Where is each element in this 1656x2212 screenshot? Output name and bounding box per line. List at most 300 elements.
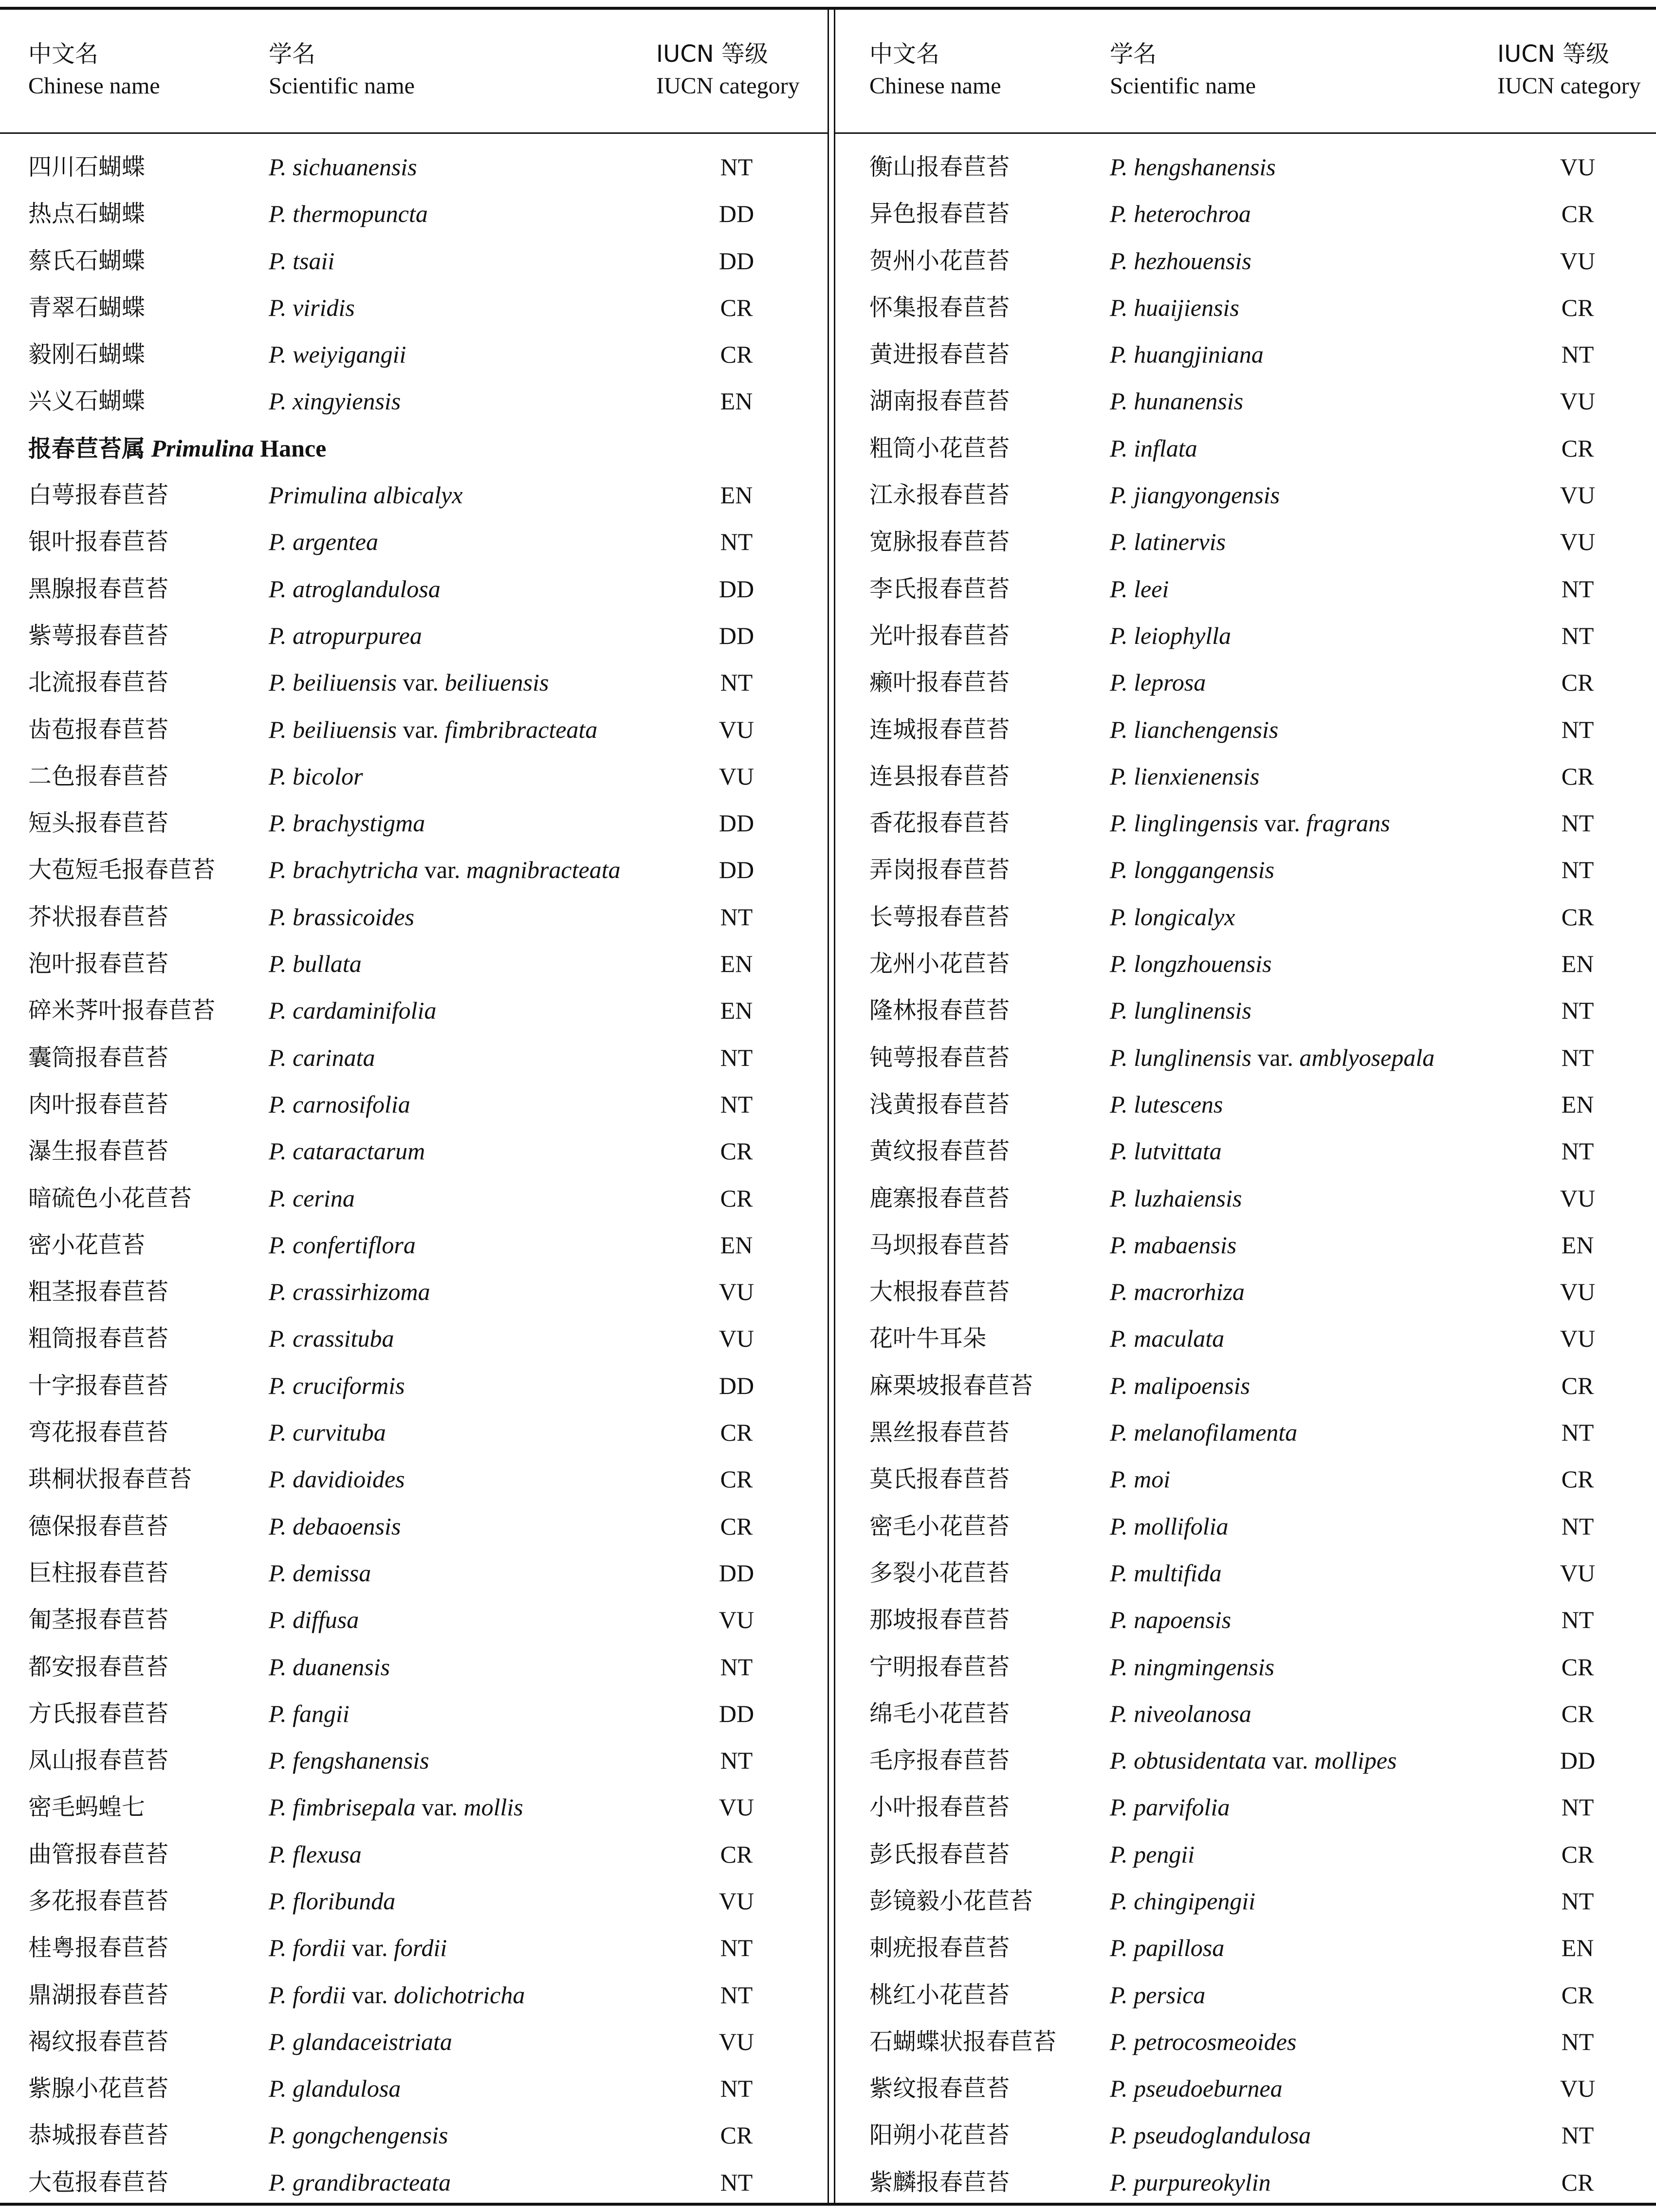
infraspecific-name: magnibracteata	[466, 856, 621, 884]
scientific-name-cell	[1110, 987, 1251, 1034]
chinese-name-cell: 十字报春苣苔	[28, 1371, 169, 1399]
infraspecific-name: mollis	[463, 1793, 523, 1821]
header-scientific-name	[1110, 38, 1256, 102]
scientific-name-cell	[269, 1972, 525, 2018]
table-row	[841, 1409, 1656, 1456]
scientific-name-cell	[269, 1878, 395, 1924]
table-row	[841, 2018, 1656, 2065]
chinese-name-cell: 那坡报春苣苔	[869, 1606, 1010, 1634]
header-label: IUCN category	[1497, 73, 1641, 99]
iucn-category-cell: CR	[1561, 762, 1594, 790]
scientific-name-cell	[1110, 1222, 1236, 1268]
species-name: P. purpureokylin	[1110, 2168, 1271, 2196]
header-scientific-name	[269, 38, 415, 102]
species-name: P. jiangyongensis	[1110, 481, 1280, 509]
iucn-category-cell: EN	[1561, 1231, 1594, 1259]
iucn-category-cell: NT	[720, 2168, 753, 2196]
column-divider	[828, 8, 829, 2204]
species-name: P. tsaii	[269, 247, 335, 274]
scientific-name-cell	[1110, 331, 1264, 378]
scientific-name-cell	[1110, 1456, 1170, 1502]
chinese-name-cell: 麻栗坡报春苣苔	[869, 1371, 1033, 1399]
chinese-name-cell: 贺州小花苣苔	[869, 247, 1010, 274]
chinese-name-cell: 恭城报春苣苔	[28, 2121, 169, 2149]
scientific-name-cell	[269, 2159, 451, 2206]
chinese-name-cell: 异色报春苣苔	[869, 200, 1010, 228]
iucn-category-cell: NT	[1561, 341, 1594, 368]
iucn-category-cell: NT	[1561, 715, 1594, 743]
chinese-name-cell: 香花报春苣苔	[869, 809, 1010, 837]
genus-heading-row	[0, 425, 828, 472]
table-row	[0, 1737, 828, 1784]
table-row	[0, 1034, 828, 1081]
table-row	[0, 2018, 828, 2065]
infraspecific-name: mollipes	[1314, 1747, 1397, 1774]
iucn-category-cell: DD	[718, 809, 754, 837]
table-row	[841, 1784, 1656, 1830]
table-row	[841, 1268, 1656, 1315]
iucn-category-cell: NT	[1561, 1043, 1594, 1071]
chinese-name-cell: 四川石蝴蝶	[28, 153, 146, 181]
chinese-name-cell: 弄岗报春苣苔	[869, 856, 1010, 884]
scientific-name-cell	[1110, 940, 1271, 987]
iucn-category-cell: EN	[720, 481, 753, 509]
chinese-name-cell: 李氏报春苣苔	[869, 575, 1010, 603]
chinese-name-cell: 绵毛小花苣苔	[869, 1700, 1010, 1727]
iucn-category-cell: NT	[1561, 622, 1594, 649]
chinese-name-cell: 石蝴蝶状报春苣苔	[869, 2028, 1057, 2055]
right-table-body	[841, 144, 1656, 2206]
scientific-name-cell	[269, 846, 621, 893]
table-row	[841, 1222, 1656, 1268]
table-row	[0, 1784, 828, 1830]
scientific-name-cell	[1110, 1924, 1224, 1971]
chinese-name-cell: 齿苞报春苣苔	[28, 715, 169, 743]
chinese-name-cell: 毛序报春苣苔	[869, 1747, 1010, 1774]
scientific-name-cell	[1110, 518, 1226, 565]
scientific-name-cell	[1110, 1409, 1297, 1456]
table-row	[841, 238, 1656, 284]
iucn-category-cell: NT	[1561, 1887, 1594, 1915]
iucn-category-cell: DD	[718, 247, 754, 274]
species-name: P. fordii	[269, 1981, 346, 2009]
chinese-name-cell: 凤山报春苣苔	[28, 1747, 169, 1774]
scientific-name-cell	[1110, 284, 1239, 331]
chinese-name-cell: 小叶报春苣苔	[869, 1793, 1010, 1821]
scientific-name-cell	[1110, 2018, 1296, 2065]
scientific-name-cell	[1110, 612, 1231, 659]
chinese-name-cell: 紫腺小花苣苔	[28, 2075, 169, 2102]
species-name: P. beiliuensis	[269, 715, 397, 743]
header-label: 学名	[269, 40, 316, 68]
header-label: 中文名	[869, 40, 940, 68]
iucn-category-cell: NT	[1561, 809, 1594, 837]
scientific-name-cell	[1110, 1596, 1231, 1643]
species-name: P. linglingensis	[1110, 809, 1258, 837]
variety-marker: var.	[422, 1793, 458, 1821]
table-row	[0, 1128, 828, 1174]
iucn-category-cell: CR	[720, 1512, 753, 1540]
table-row	[0, 2112, 828, 2158]
chinese-name-cell: 龙州小花苣苔	[869, 950, 1010, 978]
iucn-category-cell: CR	[1561, 669, 1594, 696]
table-row	[0, 238, 828, 284]
scientific-name-cell	[269, 378, 401, 424]
table-row	[0, 1690, 828, 1737]
scientific-name-cell	[1110, 472, 1280, 518]
species-name: P. petrocosmeoides	[1110, 2028, 1297, 2055]
scientific-name-cell	[1110, 190, 1251, 237]
chinese-name-cell: 彭氏报春苣苔	[869, 1840, 1010, 1868]
species-name: P. confertiflora	[269, 1231, 416, 1259]
species-name: P. maculata	[1110, 1325, 1225, 1353]
species-name: P. lutescens	[1110, 1090, 1223, 1118]
species-name: P. hunanensis	[1110, 387, 1244, 415]
table-row	[841, 800, 1656, 846]
table-row	[0, 706, 828, 753]
chinese-name-cell: 宽脉报春苣苔	[869, 528, 1010, 556]
iucn-category-cell: NT	[720, 903, 753, 931]
scientific-name-cell	[1110, 1503, 1229, 1550]
species-name: P. luzhaiensis	[1110, 1184, 1242, 1212]
iucn-category-cell: CR	[720, 1465, 753, 1493]
species-name: P. duanensis	[269, 1653, 390, 1681]
scientific-name-cell	[269, 331, 406, 378]
table-header	[841, 38, 1656, 111]
species-name: P. longgangensis	[1110, 856, 1274, 884]
chinese-name-cell: 粗筒报春苣苔	[28, 1325, 169, 1353]
table-row	[841, 331, 1656, 378]
iucn-category-cell: VU	[718, 1325, 754, 1353]
species-name: P. lunglinensis	[1110, 1043, 1251, 1071]
species-name: P. ningmingensis	[1110, 1653, 1274, 1681]
chinese-name-cell: 黄纹报春苣苔	[869, 1137, 1010, 1165]
chinese-name-cell: 北流报春苣苔	[28, 669, 169, 696]
chinese-name-cell: 密毛蚂蝗七	[28, 1793, 146, 1821]
species-name: P. huangjiniana	[1110, 341, 1264, 368]
header-label: Scientific name	[269, 73, 415, 99]
table-row	[841, 940, 1656, 987]
table-row	[0, 1550, 828, 1596]
table-row	[841, 284, 1656, 331]
iucn-category-cell: CR	[720, 1419, 753, 1446]
iucn-category-cell: VU	[1560, 2075, 1596, 2102]
species-name: P. macrorhiza	[1110, 1278, 1245, 1306]
species-name: P. bullata	[269, 950, 362, 978]
chinese-name-cell: 白萼报春苣苔	[28, 481, 169, 509]
iucn-category-cell: CR	[720, 293, 753, 321]
chinese-name-cell: 光叶报春苣苔	[869, 622, 1010, 649]
species-name: P. mabaensis	[1110, 1231, 1237, 1259]
species-name: P. heterochroa	[1110, 200, 1251, 228]
header-label: Chinese name	[869, 73, 1001, 99]
iucn-category-cell: CR	[1561, 2168, 1594, 2196]
table-header	[0, 38, 823, 111]
iucn-category-cell: VU	[1560, 528, 1596, 556]
genus-author: Hance	[260, 434, 327, 462]
species-name: P. gongchengensis	[269, 2121, 448, 2149]
table-row	[0, 144, 828, 190]
chinese-name-cell: 大苞短毛报春苣苔	[28, 856, 216, 884]
species-name: P. glandulosa	[269, 2075, 401, 2102]
scientific-name-cell	[1110, 566, 1169, 612]
species-name: P. fengshanensis	[269, 1747, 429, 1774]
iucn-category-cell: CR	[1561, 434, 1594, 462]
scientific-name-cell	[1110, 2112, 1311, 2158]
species-name: P. debaoensis	[269, 1512, 401, 1540]
table-row	[0, 1878, 828, 1924]
variety-marker: var.	[1272, 1747, 1308, 1774]
header-label: 学名	[1110, 40, 1157, 68]
table-row	[0, 940, 828, 987]
table-row	[841, 1081, 1656, 1128]
iucn-category-cell: CR	[1561, 200, 1594, 228]
scientific-name-cell	[269, 1550, 371, 1596]
genus-heading	[28, 425, 326, 472]
table-row	[841, 846, 1656, 893]
header-chinese-name	[869, 38, 1001, 102]
column-divider	[834, 8, 835, 2204]
scientific-name-cell	[269, 1784, 523, 1830]
iucn-category-cell: NT	[720, 669, 753, 696]
species-name: P. melanofilamenta	[1110, 1419, 1298, 1446]
species-name: P. lianchengensis	[1110, 715, 1279, 743]
species-name: P. chingipengii	[1110, 1887, 1256, 1915]
scientific-name-cell	[269, 2065, 401, 2112]
table-row	[841, 566, 1656, 612]
species-name: P. crassirhizoma	[269, 1278, 430, 1306]
species-name: P. atroglandulosa	[269, 575, 441, 603]
species-name: P. napoensis	[1110, 1606, 1232, 1634]
iucn-category-cell: CR	[720, 2121, 753, 2149]
table-row	[0, 1831, 828, 1878]
table-row	[841, 1690, 1656, 1737]
species-name: P. diffusa	[269, 1606, 359, 1634]
species-name: P. demissa	[269, 1559, 371, 1587]
iucn-category-cell: VU	[718, 1793, 754, 1821]
table-row	[0, 987, 828, 1034]
chinese-name-cell: 曲管报春苣苔	[28, 1840, 169, 1868]
variety-marker: var.	[424, 856, 460, 884]
table-row	[0, 800, 828, 846]
iucn-category-cell: NT	[1561, 856, 1594, 884]
iucn-category-cell: NT	[720, 528, 753, 556]
header-label: IUCN 等级	[656, 40, 768, 68]
header-label: Scientific name	[1110, 73, 1256, 99]
chinese-name-cell: 匍茎报春苣苔	[28, 1606, 169, 1634]
scientific-name-cell	[1110, 1972, 1205, 2018]
iucn-category-cell: CR	[1561, 1465, 1594, 1493]
iucn-category-cell: VU	[1560, 481, 1596, 509]
scientific-name-cell	[1110, 1268, 1245, 1315]
left-table-body	[0, 144, 828, 2206]
scientific-name-cell	[1110, 1737, 1397, 1784]
table-row	[841, 1924, 1656, 1971]
chinese-name-cell: 都安报春苣苔	[28, 1653, 169, 1681]
iucn-category-cell: CR	[1561, 293, 1594, 321]
species-name: P. persica	[1110, 1981, 1206, 2009]
scientific-name-cell	[1110, 2065, 1283, 2112]
iucn-category-cell: CR	[1561, 1371, 1594, 1399]
chinese-name-cell: 瀑生报春苣苔	[28, 1137, 169, 1165]
chinese-name-cell: 隆林报春苣苔	[869, 997, 1010, 1024]
iucn-category-cell: VU	[718, 715, 754, 743]
iucn-category-cell: CR	[1561, 1700, 1594, 1727]
scientific-name-cell	[269, 940, 362, 987]
chinese-name-cell: 毅刚石蝴蝶	[28, 341, 146, 368]
iucn-category-cell: NT	[720, 1653, 753, 1681]
table-row	[841, 1644, 1656, 1690]
species-name: P. sichuanensis	[269, 153, 417, 181]
iucn-category-cell: DD	[718, 622, 754, 649]
scientific-name-cell	[269, 566, 441, 612]
species-name: P. latinervis	[1110, 528, 1226, 556]
species-name: P. inflata	[1110, 434, 1197, 462]
table-row	[841, 1034, 1656, 1081]
table-row	[841, 987, 1656, 1034]
iucn-category-cell: VU	[718, 2028, 754, 2055]
species-name: P. niveolanosa	[1110, 1700, 1251, 1727]
chinese-name-cell: 紫纹报春苣苔	[869, 2075, 1010, 2102]
scientific-name-cell	[269, 1034, 375, 1081]
chinese-name-cell: 巨柱报春苣苔	[28, 1559, 169, 1587]
table-row	[841, 706, 1656, 753]
scientific-name-cell	[269, 1644, 390, 1690]
scientific-name-cell	[269, 1690, 350, 1737]
species-name: P. carnosifolia	[269, 1090, 410, 1118]
chinese-name-cell: 紫麟报春苣苔	[869, 2168, 1010, 2196]
scientific-name-cell	[1110, 706, 1278, 753]
genus-chinese-name: 报春苣苔属	[28, 435, 146, 462]
scientific-name-cell	[269, 144, 417, 190]
chinese-name-cell: 密小花苣苔	[28, 1231, 146, 1259]
species-name: P. huaijiensis	[1110, 293, 1239, 321]
iucn-category-cell: VU	[718, 1278, 754, 1306]
species-name: P. lutvittata	[1110, 1137, 1222, 1165]
iucn-category-cell: VU	[1560, 387, 1596, 415]
scientific-name-cell	[269, 1362, 405, 1409]
table-row	[841, 894, 1656, 940]
iucn-category-cell: NT	[1561, 1793, 1594, 1821]
scientific-name-cell	[1110, 238, 1251, 284]
table-row	[0, 894, 828, 940]
chinese-name-cell: 怀集报春苣苔	[869, 293, 1010, 321]
scientific-name-cell	[269, 1737, 429, 1784]
iucn-category-cell: CR	[1561, 1981, 1594, 2009]
chinese-name-cell: 蔡氏石蝴蝶	[28, 247, 146, 274]
chinese-name-cell: 大根报春苣苔	[869, 1278, 1010, 1306]
species-name: P. multifida	[1110, 1559, 1222, 1587]
table-row	[0, 1972, 828, 2018]
scientific-name-cell	[1110, 1128, 1222, 1174]
iucn-category-cell: NT	[1561, 1606, 1594, 1634]
species-name: P. beiliuensis	[269, 669, 397, 696]
iucn-category-cell: NT	[720, 1090, 753, 1118]
iucn-category-cell: DD	[1560, 1747, 1596, 1774]
chinese-name-cell: 江永报春苣苔	[869, 481, 1010, 509]
variety-marker: var.	[1264, 809, 1300, 837]
species-name: P. papillosa	[1110, 1934, 1225, 1962]
chinese-name-cell: 宁明报春苣苔	[869, 1653, 1010, 1681]
species-name: P. thermopuncta	[269, 200, 428, 228]
species-name: P. leiophylla	[1110, 622, 1232, 649]
table-row	[841, 1972, 1656, 2018]
header-label: Chinese name	[28, 73, 160, 99]
scientific-name-cell	[1110, 1784, 1230, 1830]
chinese-name-cell: 黄进报春苣苔	[869, 341, 1010, 368]
iucn-category-cell: VU	[718, 1887, 754, 1915]
infraspecific-name: amblyosepala	[1299, 1043, 1435, 1071]
iucn-category-cell: EN	[720, 387, 753, 415]
species-name: P. floribunda	[269, 1887, 396, 1915]
chinese-name-cell: 连城报春苣苔	[869, 715, 1010, 743]
scientific-name-cell	[269, 1315, 394, 1362]
chinese-name-cell: 囊筒报春苣苔	[28, 1043, 169, 1071]
scientific-name-cell	[269, 1222, 416, 1268]
chinese-name-cell: 银叶报春苣苔	[28, 528, 169, 556]
iucn-category-cell: DD	[718, 575, 754, 603]
chinese-name-cell: 黑丝报春苣苔	[869, 1419, 1010, 1446]
chinese-name-cell: 短头报春苣苔	[28, 809, 169, 837]
scientific-name-cell	[1110, 1034, 1435, 1081]
scientific-name-cell	[1110, 753, 1259, 800]
scientific-name-cell	[269, 1268, 430, 1315]
chinese-name-cell: 碎米荠叶报春苣苔	[28, 997, 216, 1024]
scientific-name-cell	[1110, 1690, 1251, 1737]
species-name: P. cerina	[269, 1184, 355, 1212]
table-row	[0, 1644, 828, 1690]
scientific-name-cell	[1110, 1081, 1223, 1128]
scientific-name-cell	[269, 2018, 452, 2065]
iucn-category-cell: NT	[1561, 1419, 1594, 1446]
scientific-name-cell	[1110, 894, 1235, 940]
iucn-category-cell: DD	[718, 1700, 754, 1727]
table-row	[0, 1596, 828, 1643]
iucn-category-cell: CR	[1561, 1653, 1594, 1681]
species-name: P. weiyigangii	[269, 341, 406, 368]
table-row	[0, 518, 828, 565]
scientific-name-cell	[269, 1831, 362, 1878]
chinese-name-cell: 黑腺报春苣苔	[28, 575, 169, 603]
scientific-name-cell	[269, 800, 425, 846]
iucn-category-cell: DD	[718, 1559, 754, 1587]
scientific-name-cell	[269, 659, 549, 706]
scientific-name-cell	[1110, 1878, 1255, 1924]
table-row	[0, 378, 828, 424]
species-name: P. davidioides	[269, 1465, 405, 1493]
scientific-name-cell	[1110, 659, 1206, 706]
table-row	[841, 378, 1656, 424]
chinese-name-cell: 刺疣报春苣苔	[869, 1934, 1010, 1962]
iucn-category-cell: CR	[1561, 903, 1594, 931]
table-row	[0, 284, 828, 331]
table-row	[0, 1315, 828, 1362]
scientific-name-cell	[1110, 846, 1274, 893]
table-row	[0, 331, 828, 378]
species-name: P. carinata	[269, 1043, 375, 1071]
chinese-name-cell: 阳朔小花苣苔	[869, 2121, 1010, 2149]
species-name: P. glandaceistriata	[269, 2028, 452, 2055]
table-row	[0, 753, 828, 800]
table-row	[0, 1409, 828, 1456]
infraspecific-name: beiliuensis	[444, 669, 549, 696]
species-name: P. cardaminifolia	[269, 997, 437, 1024]
table-row	[841, 659, 1656, 706]
scientific-name-cell	[1110, 378, 1243, 424]
scientific-name-cell	[269, 987, 436, 1034]
chinese-name-cell: 花叶牛耳朵	[869, 1325, 987, 1353]
iucn-category-cell: NT	[720, 2075, 753, 2102]
